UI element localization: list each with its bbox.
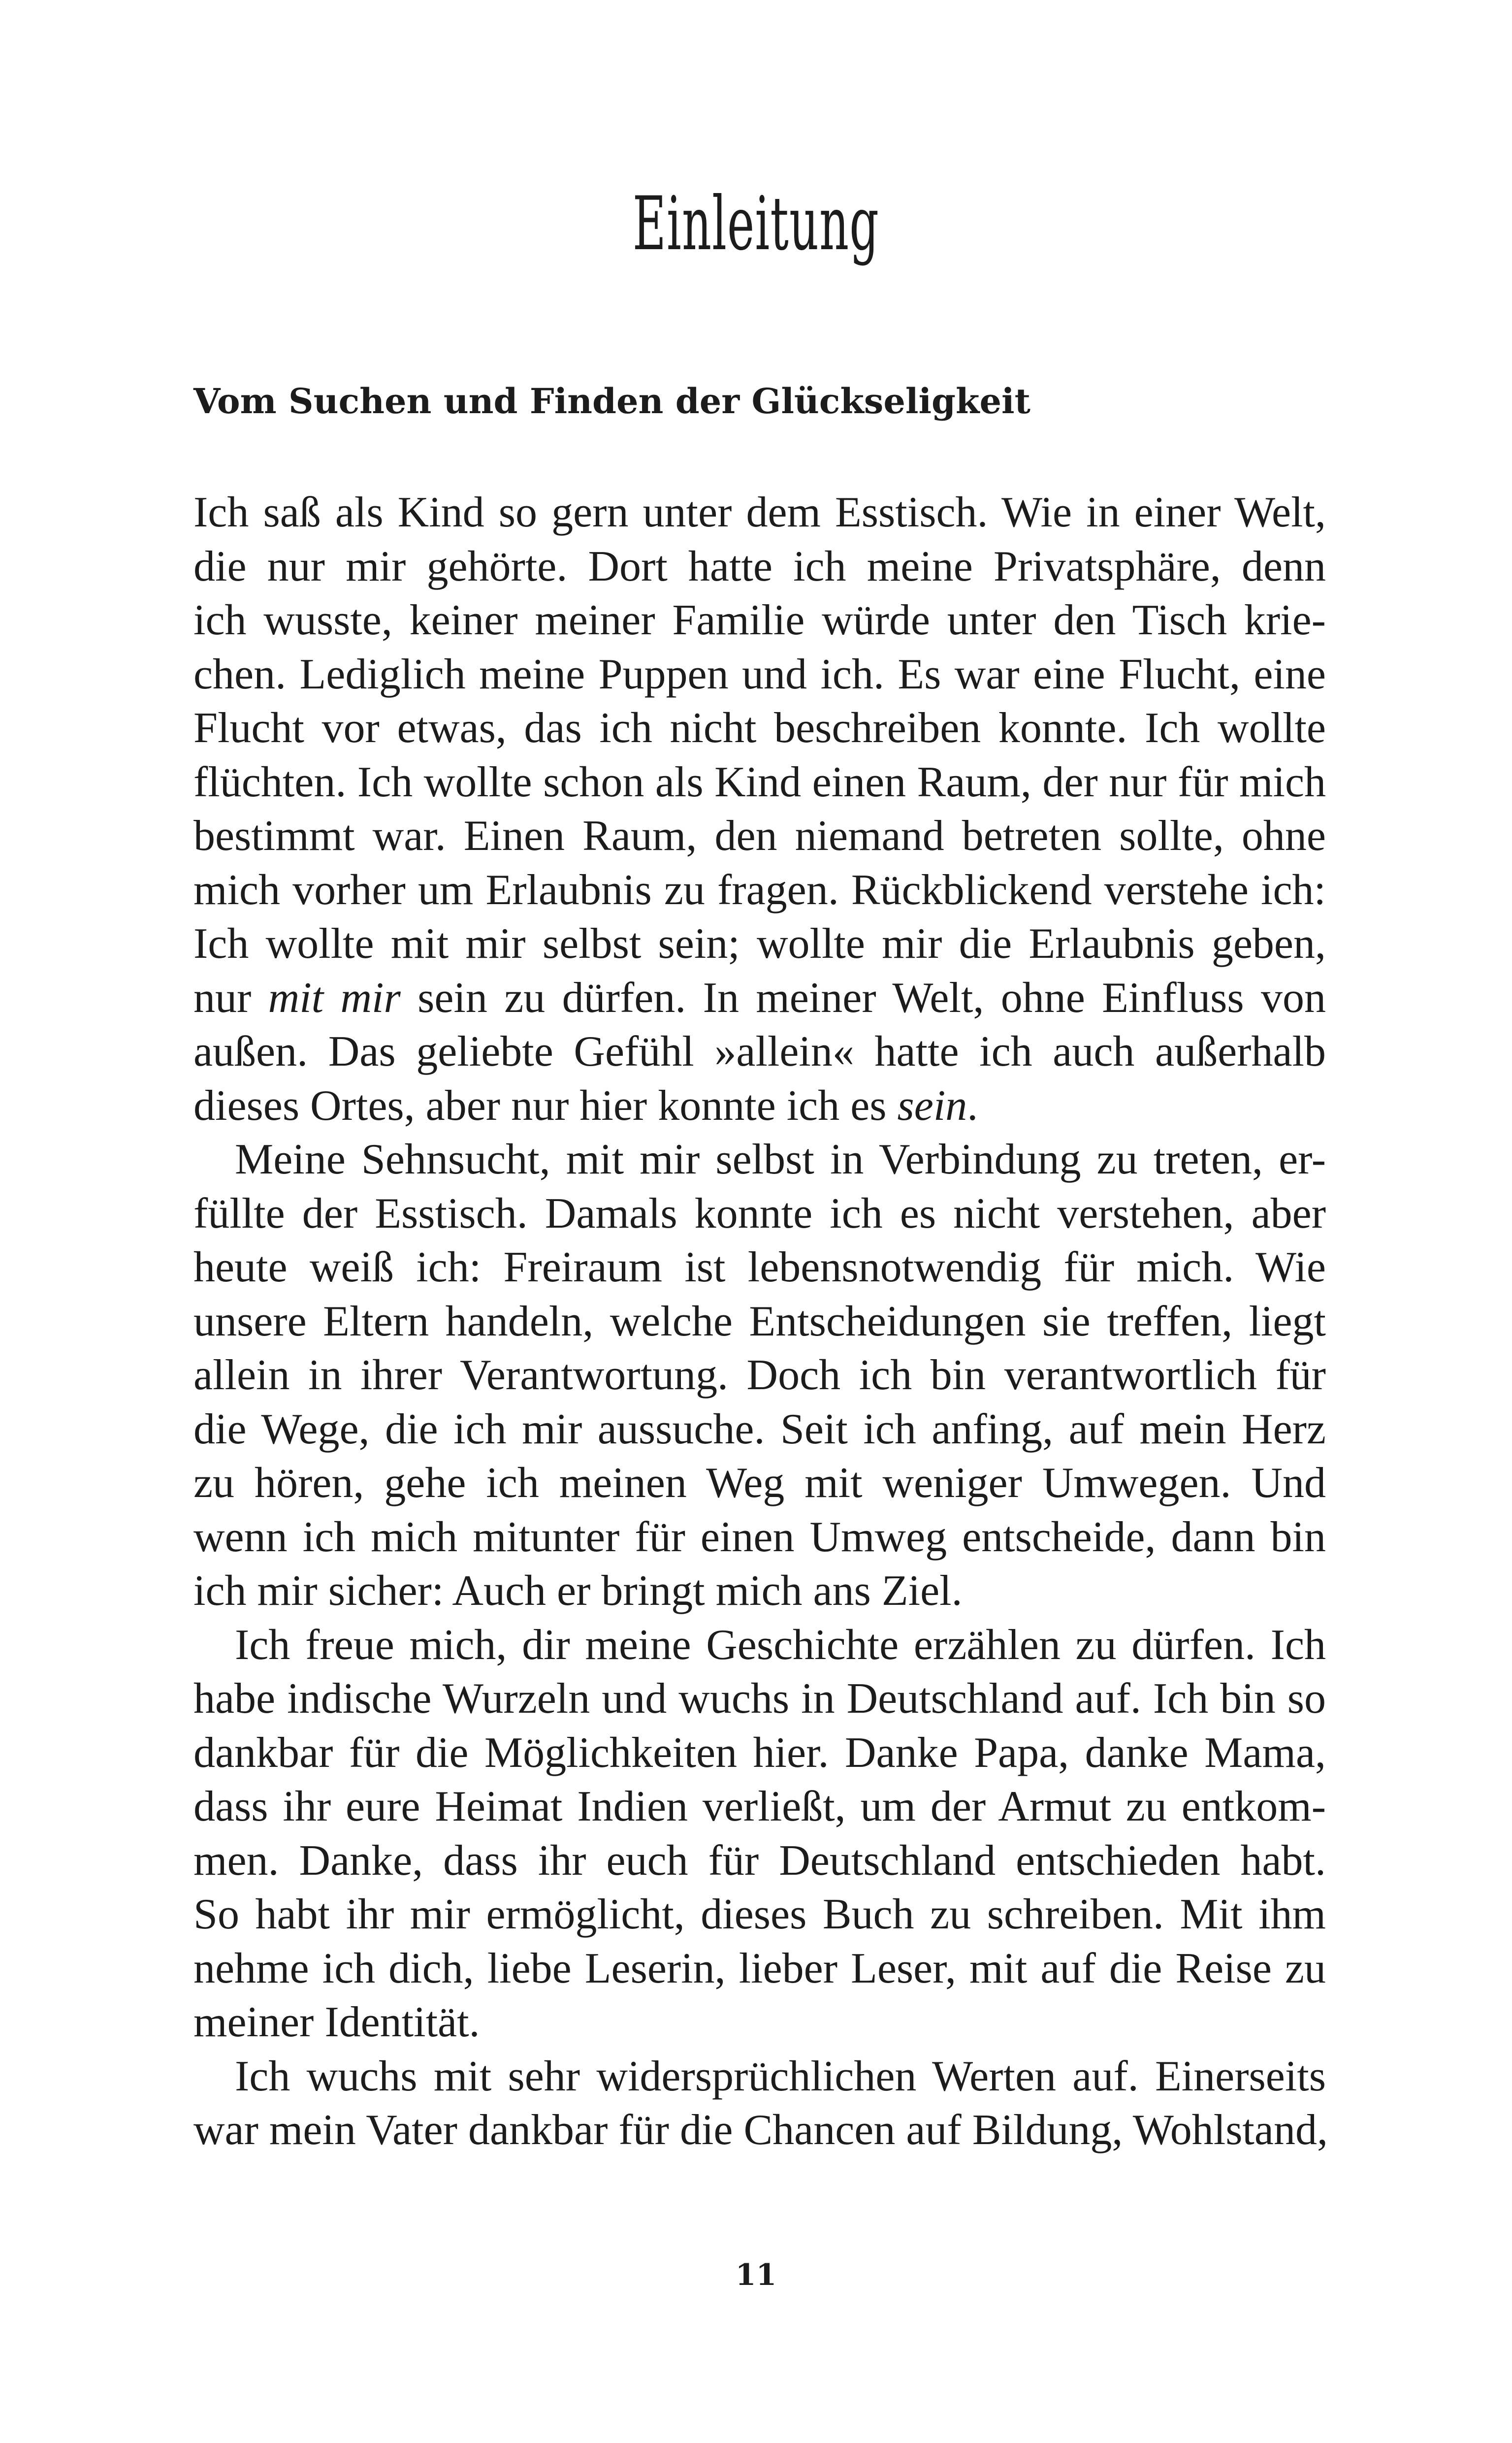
text-line: zu hören, gehe ich meinen Weg mit weniger Umwegen. Und [193,1459,1326,1507]
text-line: habe indische Wurzeln und wuchs in Deutschland auf. Ich bin so [193,1675,1326,1723]
text-line: war mein Vater dankbar für die Chancen auf Bildung, Wohlstand, [193,2106,1328,2154]
text-line: So habt ihr mir ermöglicht, dieses Buch zu schreiben. Mit ihm [193,1890,1326,1938]
text-line: außen. Das geliebte Gefühl »allein« hatte ich auch außerhalb [193,1028,1326,1075]
text-line: Ich wuchs mit sehr widersprüchlichen Werten auf. Einerseits [235,2052,1326,2100]
chapter-title: Einleitung [632,181,880,267]
text-run: nur [193,974,268,1022]
emphasis-text: sein [897,1081,967,1130]
text-line: Ich saß als Kind so gern unter dem Esstisch. Wie in einer Welt, [193,489,1326,536]
text-line: chen. Lediglich meine Puppen und ich. Es war eine Flucht, eine [193,650,1326,698]
text-line: ich mir sicher: Auch er bringt mich ans Ziel. [193,1567,963,1615]
text-line [193,1079,1326,1133]
text-line: dass ihr eure Heimat Indien verließt, um der Armut zu entkom- [193,1783,1326,1830]
text-line: ich wusste, keiner meiner Familie würde unter den Tisch krie- [193,596,1326,644]
text-line: wenn ich mich mitunter für einen Umweg entscheide, dann bin [193,1513,1326,1561]
text-line: dankbar für die Möglichkeiten hier. Danke Papa, danke Mama, [193,1728,1326,1777]
text-line: bestimmt war. Einen Raum, den niemand betreten sollte, ohne [193,812,1326,860]
text-line: Flucht vor etwas, das ich nicht beschreiben konnte. Ich wollte [193,704,1326,752]
text-line: allein in ihrer Verantwortung. Doch ich bin verantwortlich für [193,1351,1326,1399]
text-run: sein zu dürfen. In meiner Welt, ohne Einfluss von [400,974,1326,1022]
body-text [193,486,1326,2157]
text-line: füllte der Esstisch. Damals konnte ich es nicht verstehen, aber [193,1189,1326,1238]
text-line: die nur mir gehörte. Dort hatte ich meine Privatsphäre, denn [193,542,1326,590]
emphasis-text: mit mir [268,974,401,1022]
section-heading: Vom Suchen und Finden der Glückseligkeit [193,381,1030,422]
text-line: Ich wollte mit mir selbst sein; wollte mir die Erlaubnis geben, [193,920,1326,968]
text-line: meiner Identität. [193,1998,480,2046]
text-line: heute weiß ich: Freiraum ist lebensnotwendig für mich. Wie [193,1243,1326,1291]
text-line: flüchten. Ich wollte schon als Kind einen Raum, der nur für mich [193,758,1326,806]
text-line: nehme ich dich, liebe Leserin, lieber Leser, mit auf die Reise zu [193,1944,1326,1992]
text-line: Ich freue mich, dir meine Geschichte erzählen zu dürfen. Ich [235,1621,1326,1669]
text-run: dieses Ortes, aber nur hier konnte ich es [193,1081,898,1130]
text-line [193,971,1326,1025]
text-line: mich vorher um Erlaubnis zu fragen. Rückblickend verstehe ich: [193,866,1326,914]
text-line: Meine Sehnsucht, mit mir selbst in Verbindung zu treten, er- [235,1136,1326,1183]
text-line: unsere Eltern handeln, welche Entscheidungen sie treffen, liegt [193,1297,1326,1345]
page-number: 11 [735,2258,777,2292]
text-run: . [967,1081,978,1130]
text-line: die Wege, die ich mir aussuche. Seit ich anfing, auf mein Herz [193,1405,1326,1453]
text-line: men. Danke, dass ihr euch für Deutschland entschieden habt. [193,1836,1326,1885]
